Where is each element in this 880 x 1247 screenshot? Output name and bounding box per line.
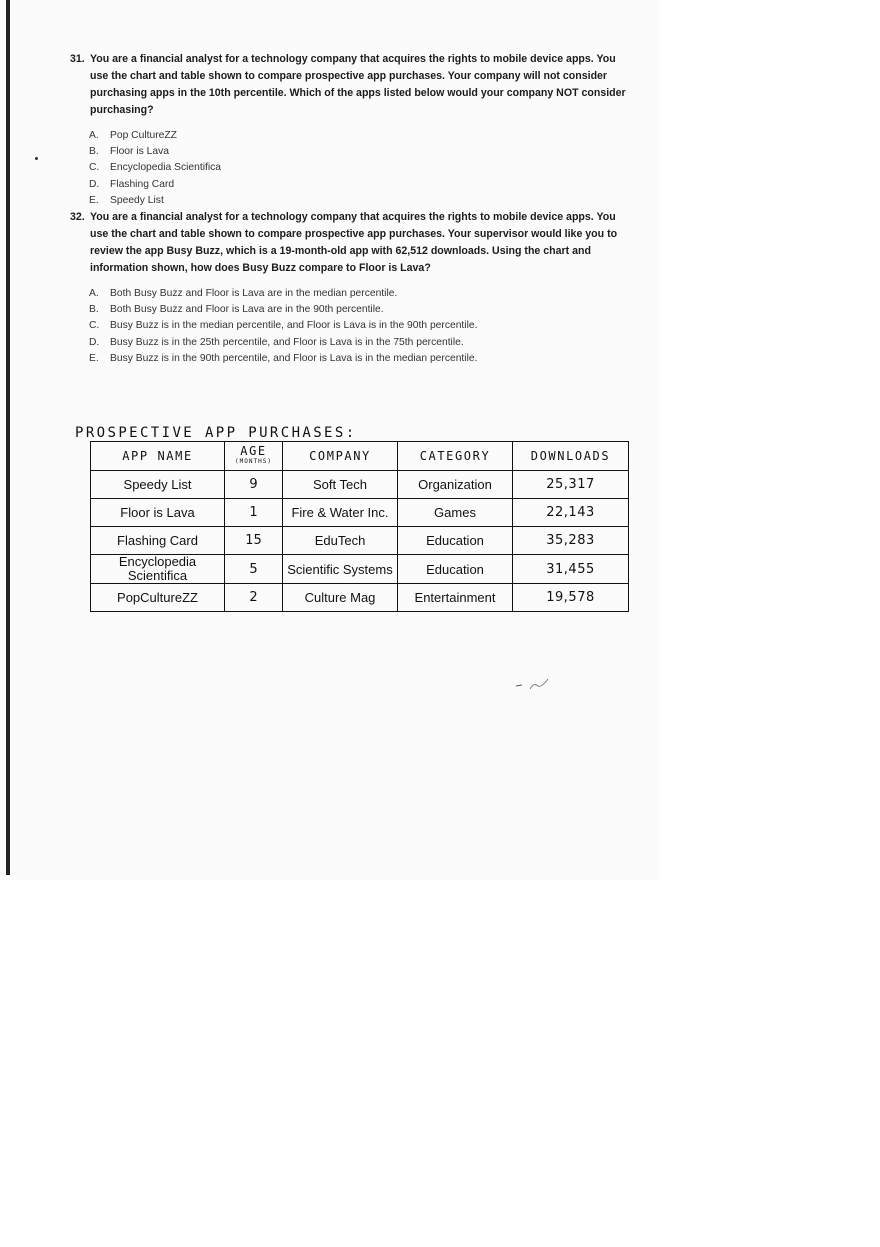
option-letter: A. [89,288,99,299]
question-32 [70,209,630,367]
option-text: Speedy List [110,194,164,206]
cell-category: Education [398,555,513,584]
table-row [91,471,629,499]
cell-company: EduTech [283,527,398,555]
cell-category: Games [398,499,513,527]
option-letter: B. [89,304,99,316]
header-age-unit: (MONTHS) [235,457,272,465]
option-text: Busy Buzz is in the median percentile, and Floor is Lava is in the 90th percentile. [110,320,478,332]
option-letter: A. [89,130,99,141]
cell-category: Entertainment [398,584,513,612]
cell-app-name: Flashing Card [91,527,225,555]
cell-age: 15 [225,527,283,555]
app-purchases-table [90,441,629,612]
header-age [225,442,283,471]
option-item [89,193,630,209]
option-letter: C. [89,162,100,174]
option-text: Pop CultureZZ [110,130,177,141]
table-header-row [91,442,629,471]
option-text: Floor is Lava [110,146,169,158]
option-item [89,335,630,351]
cell-downloads: 35,283 [513,527,629,555]
table-row [91,555,629,584]
cell-downloads: 19,578 [513,584,629,612]
header-app-name: APP NAME [91,442,225,471]
pencil-mark [514,676,554,694]
cell-company: Soft Tech [283,471,398,499]
cell-age: 2 [225,584,283,612]
cell-app-name: PopCultureZZ [91,584,225,612]
option-text: Flashing Card [110,178,175,190]
table-row [91,584,629,612]
scan-edge-bar [6,0,10,875]
option-text: Both Busy Buzz and Floor is Lava are in the median percentile. [110,288,398,299]
option-letter: E. [89,352,99,364]
cell-category: Organization [398,471,513,499]
header-age-label: AGE [240,443,267,458]
cell-age: 9 [225,471,283,499]
cell-age: 1 [225,499,283,527]
option-item [89,160,630,176]
header-category: CATEGORY [398,442,513,471]
option-text: Both Busy Buzz and Floor is Lava are in the 90th percentile. [110,304,384,316]
cell-app-name: Floor is Lava [91,499,225,527]
question-32-options [89,286,630,367]
question-31-prompt: You are a financial analyst for a technology company that acquires the rights to mobile device apps. You use the chart and table shown to compare prospective app purchases. Your company will not consider purchasing apps in the 10th percentile. Which of the apps listed below would your company NOT consider purchasing? [90,53,626,116]
table-title: PROSPECTIVE APP PURCHASES: [75,425,357,441]
option-item [89,177,630,193]
option-letter: D. [89,178,100,190]
option-letter: E. [89,194,99,206]
cell-category: Education [398,527,513,555]
cell-downloads: 31,455 [513,555,629,584]
option-text: Encyclopedia Scientifica [110,162,222,174]
table-row [91,527,629,555]
scan-speck [35,157,38,160]
option-item [89,318,630,334]
question-31-number: 31. [70,53,85,65]
cell-app-name: Speedy List [91,471,225,499]
question-32-prompt: You are a financial analyst for a technology company that acquires the rights to mobile device apps. You use the chart and table shown to compare prospective app purchases. Your supervisor would like you to review the app Busy Buzz, which is a 19-month-old app with 62,512 downloads. Using the chart and information shown, how does Busy Buzz compare to Floor is Lava? [90,211,618,274]
option-item [89,286,630,302]
header-company: COMPANY [283,442,398,471]
option-item [89,302,630,318]
cell-age: 5 [225,555,283,584]
cell-company: Fire & Water Inc. [283,499,398,527]
option-letter: C. [89,320,100,332]
question-32-number: 32. [70,211,85,223]
option-text: Busy Buzz is in the 25th percentile, and Floor is Lava is in the 75th percentile. [110,336,464,348]
cell-company: Scientific Systems [283,555,398,584]
header-downloads: DOWNLOADS [513,442,629,471]
question-31 [70,51,630,209]
option-item [89,351,630,367]
question-32-text [70,209,630,277]
table-row [91,499,629,527]
question-31-text [70,51,630,119]
cell-downloads: 22,143 [513,499,629,527]
option-letter: D. [89,336,100,348]
cell-app-name: Encyclopedia Scientifica [91,555,225,584]
option-item [89,128,630,144]
cell-company: Culture Mag [283,584,398,612]
option-text: Busy Buzz is in the 90th percentile, and Floor is Lava is in the median percentile. [110,352,478,364]
cell-downloads: 25,317 [513,471,629,499]
option-item [89,144,630,160]
option-letter: B. [89,146,99,158]
question-31-options [89,128,630,209]
